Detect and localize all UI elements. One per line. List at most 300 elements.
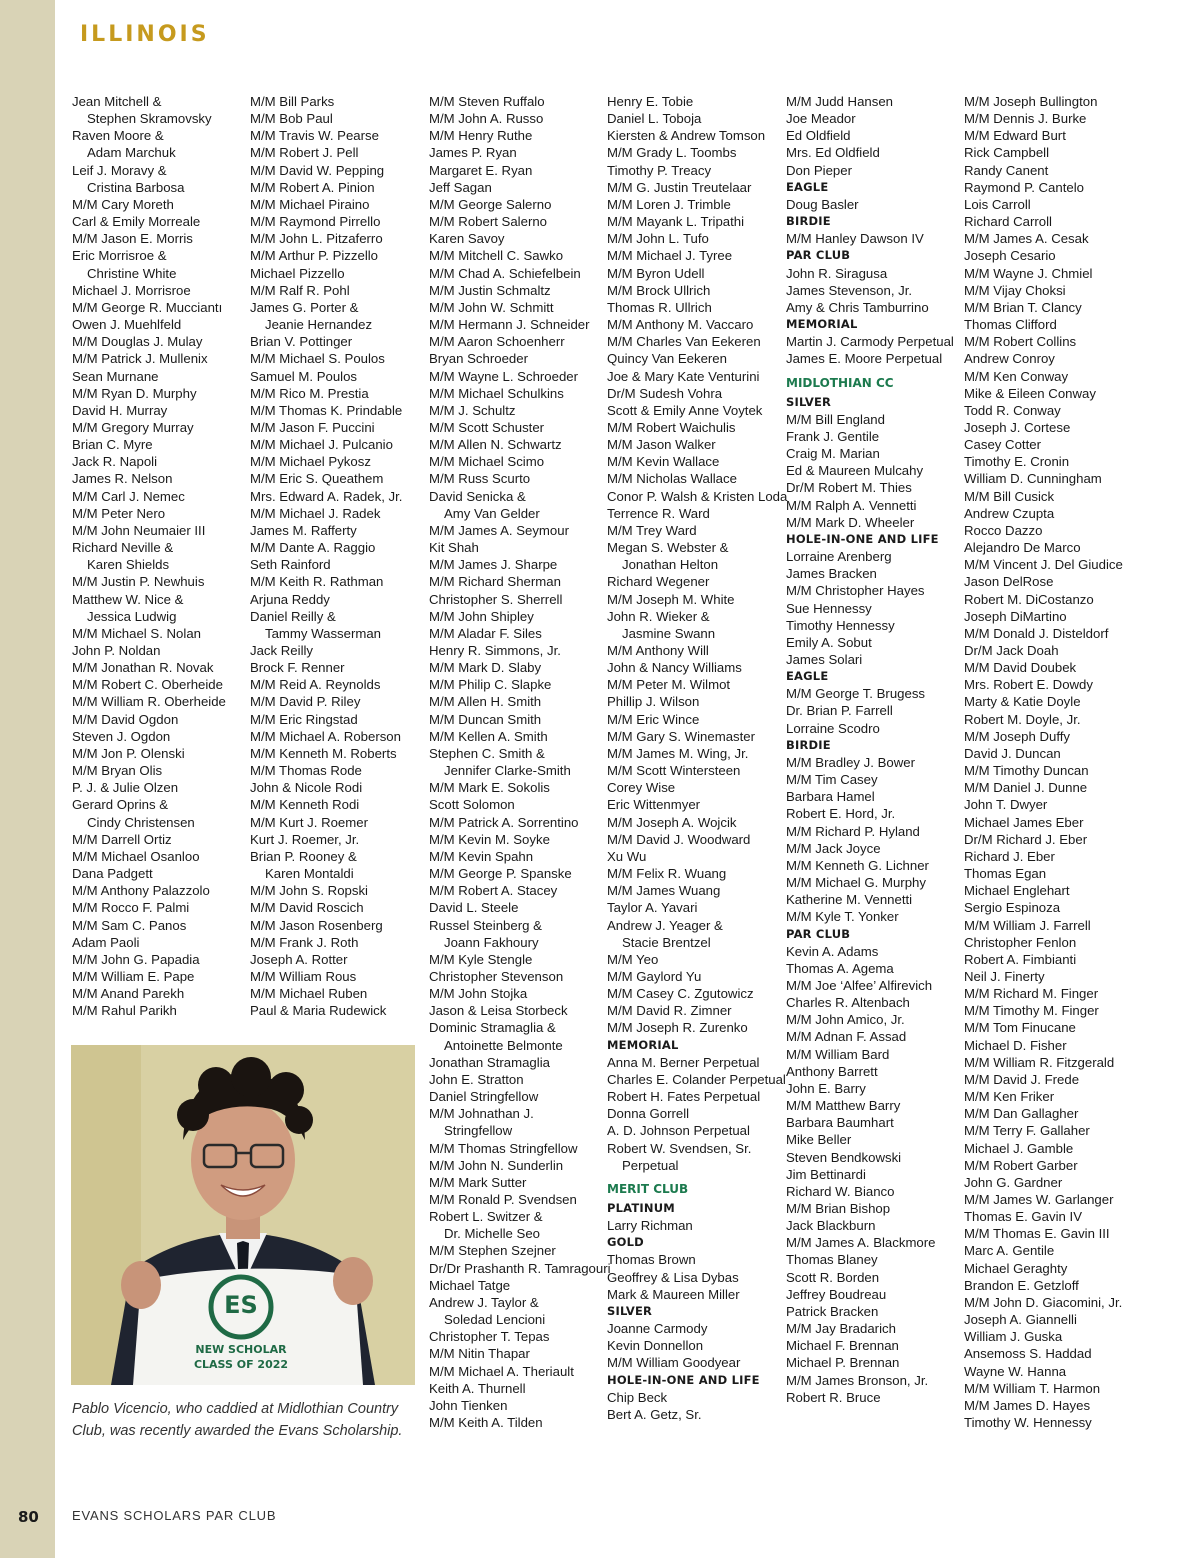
giving-level-heading: PAR CLUB — [786, 926, 851, 941]
donor-name: Stringfellow — [444, 1123, 513, 1139]
donor-name: M/M Ronald P. Svendsen — [429, 1192, 577, 1207]
donor-name: Kevin A. Adams — [786, 943, 879, 959]
donor-name: Mrs. Robert E. Dowdy — [964, 677, 1093, 693]
donor-name: Joseph DiMartino — [964, 608, 1067, 624]
donor-name: M/M John S. Ropski — [250, 883, 368, 899]
donor-name: M/M Joseph A. Wojcik — [607, 814, 737, 830]
donor-name: M/M Kyle Stengle — [429, 951, 533, 967]
donor-name: M/M Reid A. Reynolds — [250, 677, 381, 693]
donor-name: Andrew J. Yeager & — [607, 917, 723, 933]
donor-name: M/M Scott Schuster — [429, 419, 545, 435]
donor-name: M/M Ken Friker — [964, 1089, 1055, 1105]
donor-name: Leif J. Moravy & — [72, 162, 167, 178]
donor-name: M/M Eric Ringstad — [250, 711, 358, 727]
donor-name: M/M Yeo — [607, 951, 659, 967]
donor-name: M/M Michael Pykosz — [250, 454, 371, 470]
donor-name: M/M James Wuang — [607, 883, 721, 899]
donor-name: Dr/Dr Prashanth R. Tamragouri — [429, 1260, 611, 1276]
donor-name: M/M Nicholas Wallace — [607, 471, 737, 487]
donor-name: M/M David J. Frede — [964, 1071, 1080, 1087]
donor-name: Christine White — [87, 265, 177, 281]
donor-name: Michael Pizzello — [250, 265, 345, 281]
donor-name: John P. Noldan — [72, 643, 161, 658]
donor-name: M/M Scott Wintersteen — [607, 763, 741, 779]
donor-name: Russel Steinberg & — [429, 917, 542, 933]
donor-name: M/M John L. Tufo — [607, 231, 709, 247]
donor-name: M/M Rocco F. Palmi — [72, 900, 190, 916]
donor-name: M/M Douglas J. Mulay — [72, 334, 203, 350]
donor-name: M/M John A. Russo — [429, 111, 544, 127]
donor-name: Geoffrey & Lisa Dybas — [607, 1269, 739, 1285]
scholar-photo — [71, 1045, 415, 1385]
donor-name: M/M John Neumaier III — [72, 522, 206, 538]
donor-name: M/M Jonathan R. Novak — [72, 660, 214, 676]
donor-name: Jeffrey Boudreau — [786, 1286, 887, 1302]
donor-name: Tammy Wasserman — [265, 625, 382, 641]
donor-name: M/M Steven Ruffalo — [429, 94, 545, 109]
donor-name: Eric Morrisroe & — [72, 248, 167, 264]
donor-name: M/M Dan Gallagher — [964, 1106, 1079, 1122]
donor-name: M/M Gaylord Yu — [607, 968, 702, 984]
donor-name: M/M Cary Moreth — [72, 196, 174, 212]
donor-name: M/M Jason Walker — [607, 437, 716, 453]
donor-name: Jasmine Swann — [622, 625, 716, 641]
donor-name: Seth Rainford — [250, 557, 331, 573]
donor-name: M/M David P. Riley — [250, 694, 361, 710]
donor-name: M/M Rico M. Prestia — [250, 385, 369, 401]
donor-name: M/M Arthur P. Pizzello — [250, 248, 379, 264]
donor-name: M/M Ken Conway — [964, 368, 1069, 384]
donor-name: Robert M. DiCostanzo — [964, 591, 1094, 607]
donor-name: James R. Nelson — [72, 471, 173, 487]
donor-name: Katherine M. Vennetti — [786, 892, 913, 908]
donor-name: David H. Murray — [72, 402, 168, 418]
donor-name: M/M Bradley J. Bower — [786, 754, 915, 770]
donor-name: Steven J. Ogdon — [72, 728, 171, 744]
donor-name: Chip Beck — [607, 1389, 668, 1405]
donor-name: M/M Daniel J. Dunne — [964, 780, 1088, 796]
donor-name: James G. Porter & — [250, 299, 359, 315]
donor-name: Sergio Espinoza — [964, 900, 1061, 916]
donor-name: John & Nancy Williams — [607, 660, 742, 676]
donor-name: Don Pieper — [786, 162, 852, 178]
donor-name: Emily A. Sobut — [786, 634, 872, 650]
donor-name: M/M Robert Waichulis — [607, 419, 736, 435]
donor-name: Terrence R. Ward — [607, 505, 710, 521]
donor-name: M/M Eric S. Queathem — [250, 471, 384, 487]
scholar-photo-illustration — [71, 1045, 415, 1385]
giving-level-heading: PLATINUM — [607, 1201, 675, 1215]
donor-name: Cindy Christensen — [87, 814, 195, 830]
donor-name: Jason & Leisa Storbeck — [429, 1003, 568, 1019]
donor-name: M/M Anthony Palazzolo — [72, 883, 210, 899]
donor-name: Barbara Hamel — [786, 789, 875, 805]
donor-name: M/M Duncan Smith — [429, 711, 542, 727]
donor-name: Jack Reilly — [250, 643, 314, 658]
donor-name: John E. Barry — [786, 1080, 866, 1096]
donor-name: Joseph Cesario — [964, 248, 1056, 264]
donor-name: M/M Robert C. Oberheide — [72, 677, 223, 693]
donor-name: Mike Beller — [786, 1132, 852, 1148]
donor-name: M/M Sam C. Panos — [72, 917, 187, 933]
donor-name: Richard W. Bianco — [786, 1183, 895, 1199]
donor-name: M/M Jason Rosenberg — [250, 917, 383, 933]
donor-name: M/M Tim Casey — [786, 772, 878, 788]
donor-name: M/M Timothy M. Finger — [964, 1003, 1099, 1019]
donor-name: M/M Aaron Schoenherr — [429, 334, 565, 350]
donor-name: M/M Frank J. Roth — [250, 934, 359, 950]
donor-name: Lorraine Scodro — [786, 720, 880, 736]
donor-name: M/M Michael J. Radek — [250, 505, 381, 521]
donor-name: Barbara Baumhart — [786, 1115, 894, 1131]
donor-name: M/M Thomas K. Prindable — [250, 402, 403, 418]
donor-name: M/M John D. Giacomini, Jr. — [964, 1294, 1123, 1310]
page-number: 80 — [18, 1508, 39, 1526]
donor-name: M/M Kenneth Rodi — [250, 797, 360, 813]
donor-name: Timothy E. Cronin — [964, 454, 1070, 470]
donor-name: Richard Neville & — [72, 540, 174, 556]
donor-name: M/M Thomas Rode — [250, 763, 362, 779]
donor-name: M/M Byron Udell — [607, 265, 705, 281]
donor-name: Craig M. Marian — [786, 446, 880, 462]
donor-name: M/M Jon P. Olenski — [72, 745, 185, 761]
donor-name: Marc A. Gentile — [964, 1243, 1055, 1259]
donor-name: Frank J. Gentile — [786, 428, 880, 444]
donor-name: M/M Raymond Pirrello — [250, 214, 381, 230]
donor-name: M/M Travis W. Pearse — [250, 128, 379, 144]
donor-name: Daniel Reilly & — [250, 608, 336, 624]
donor-name: Thomas Egan — [964, 866, 1047, 882]
donor-name: M/M Robert Collins — [964, 334, 1077, 350]
donor-name: Dr. Michelle Seo — [444, 1226, 541, 1242]
donor-column-6 — [964, 93, 1136, 1431]
donor-name: Quincy Van Eekeren — [607, 351, 727, 367]
donor-name: Joseph A. Rotter — [250, 951, 348, 967]
donor-name: M/M Ralph A. Vennetti — [786, 497, 917, 513]
donor-name: M/M George Salerno — [429, 196, 552, 212]
donor-name: M/M Matthew Barry — [786, 1098, 901, 1114]
donor-name: Jeanie Hernandez — [265, 317, 373, 333]
donor-name: Stephen C. Smith & — [429, 745, 545, 761]
donor-name: M/M Mark E. Sokolis — [429, 780, 550, 796]
donor-name: M/M Justin P. Newhuis — [72, 574, 205, 590]
donor-name: Robert H. Fates Perpetual — [607, 1089, 761, 1105]
donor-column-2 — [250, 93, 422, 1019]
donor-name: Michael Tatge — [429, 1277, 511, 1293]
club-heading: MERIT CLUB — [607, 1181, 689, 1196]
donor-name: M/M Russ Scurto — [429, 471, 531, 487]
donor-name: M/M Trey Ward — [607, 522, 697, 538]
donor-name: Amy & Chris Tamburrino — [786, 299, 929, 315]
donor-name: Thomas Brown — [607, 1252, 696, 1268]
donor-name: M/M Donald J. Disteldorf — [964, 625, 1109, 641]
donor-name: Neil J. Finerty — [964, 968, 1045, 984]
donor-name: Dr. Brian P. Farrell — [786, 703, 893, 719]
donor-name: Dr/M Richard J. Eber — [964, 831, 1088, 847]
donor-name: Eric Wittenmyer — [607, 797, 701, 813]
donor-name: Donna Gorrell — [607, 1106, 690, 1122]
donor-name: M/M Rahul Parikh — [72, 1003, 177, 1019]
donor-name: M/M Wayne J. Chmiel — [964, 265, 1093, 281]
donor-name: Bryan Schroeder — [429, 351, 528, 367]
donor-name: Scott Solomon — [429, 797, 515, 813]
donor-name: Jonathan Stramaglia — [429, 1054, 550, 1070]
donor-name: M/M Robert A. Stacey — [429, 883, 558, 899]
donor-name: Mark & Maureen Miller — [607, 1286, 740, 1302]
donor-name: M/M William E. Pape — [72, 968, 195, 984]
donor-name: M/M Vijay Choksi — [964, 282, 1066, 298]
donor-name: Dana Padgett — [72, 866, 153, 882]
donor-name: M/M Ralf R. Pohl — [250, 282, 350, 298]
donor-name: Soledad Lencioni — [444, 1312, 546, 1328]
donor-name: Jonathan Helton — [622, 557, 719, 573]
donor-name: Ed & Maureen Mulcahy — [786, 463, 924, 479]
donor-name: Adam Paoli — [72, 934, 140, 950]
donor-name: M/M Kyle T. Yonker — [786, 909, 899, 925]
donor-name: M/M Ryan D. Murphy — [72, 385, 197, 401]
donor-name: M/M Eric Wince — [607, 711, 700, 727]
donor-name: M/M John Amico, Jr. — [786, 1012, 905, 1028]
donor-name: Brandon E. Getzloff — [964, 1277, 1079, 1293]
donor-name: M/M Patrick A. Sorrentino — [429, 814, 579, 830]
donor-name: M/M James W. Garlanger — [964, 1192, 1114, 1207]
donor-name: Christopher S. Sherrell — [429, 591, 563, 607]
donor-name: Robert E. Hord, Jr. — [786, 806, 896, 822]
donor-name: Christopher Fenlon — [964, 934, 1077, 950]
donor-name: Larry Richman — [607, 1218, 693, 1234]
donor-name: M/M Richard Sherman — [429, 574, 561, 590]
donor-name: M/M William R. Fitzgerald — [964, 1054, 1115, 1070]
donor-name: Michael J. Gamble — [964, 1140, 1074, 1156]
donor-name: M/M Richard P. Hyland — [786, 823, 920, 839]
donor-name: M/M Jay Bradarich — [786, 1321, 896, 1337]
donor-name: Michael P. Brennan — [786, 1355, 900, 1371]
donor-name: Dr/M Sudesh Vohra — [607, 385, 723, 401]
donor-name: Sean Murnane — [72, 368, 159, 384]
donor-name: Conor P. Walsh & Kristen Loda — [607, 488, 788, 504]
donor-name: Dominic Stramaglia & — [429, 1020, 556, 1036]
donor-name: M/M Philip C. Slapke — [429, 677, 552, 693]
donor-name: M/M Michael Ruben — [250, 986, 368, 1002]
donor-name: M/M Michael G. Murphy — [786, 875, 926, 891]
donor-name: M/M Vincent J. Del Giudice — [964, 557, 1123, 573]
donor-name: Lois Carroll — [964, 196, 1031, 212]
donor-name: William D. Cunningham — [964, 471, 1102, 487]
donor-name: David Senicka & — [429, 488, 526, 504]
donor-name: M/M Michael Schulkins — [429, 385, 564, 401]
donor-name: M/M Hanley Dawson IV — [786, 231, 924, 247]
donor-name: James E. Moore Perpetual — [786, 351, 943, 367]
donor-name: Randy Canent — [964, 162, 1049, 178]
donor-column-1 — [72, 93, 244, 1019]
donor-name: Brock F. Renner — [250, 660, 345, 676]
donor-name: John T. Dwyer — [964, 797, 1048, 813]
donor-name: Michael Englehart — [964, 883, 1070, 899]
donor-name: Michael James Eber — [964, 814, 1084, 830]
donor-column-5 — [786, 93, 958, 1406]
donor-name: Xu Wu — [607, 848, 647, 864]
state-heading: ILLINOIS — [80, 22, 210, 47]
donor-name: M/M Terry F. Gallaher — [964, 1123, 1090, 1139]
donor-name: Robert W. Svendsen, Sr. — [607, 1140, 752, 1156]
donor-name: M/M Michael Scimo — [429, 454, 545, 470]
donor-name: Antoinette Belmonte — [444, 1037, 563, 1053]
donor-name: A. D. Johnson Perpetual — [607, 1123, 750, 1139]
donor-name: M/M Kurt J. Roemer — [250, 814, 368, 830]
donor-name: M/M Christopher Hayes — [786, 583, 925, 599]
donor-name: M/M John G. Papadia — [72, 951, 200, 967]
donor-name: M/M Keith A. Tilden — [429, 1415, 543, 1431]
donor-name: M/M George R. Mucciantı — [72, 299, 223, 315]
donor-name: Carl & Emily Morreale — [72, 214, 201, 230]
donor-name: M/M Adnan F. Assad — [786, 1029, 907, 1045]
donor-name: Richard Carroll — [964, 214, 1052, 230]
donor-name: M/M Bill Cusick — [964, 488, 1055, 504]
donor-name: M/M Bill England — [786, 411, 885, 427]
donor-name: M/M James A. Blackmore — [786, 1235, 936, 1251]
donor-name: Thomas R. Ullrich — [607, 299, 712, 315]
donor-name: Ansemoss S. Haddad — [964, 1346, 1092, 1362]
donor-name: Jack R. Napoli — [72, 454, 158, 470]
donor-name: M/M Kevin Wallace — [607, 454, 720, 470]
donor-name: Richard Wegener — [607, 574, 710, 590]
donor-name: M/M James A. Cesak — [964, 231, 1089, 247]
donor-name: M/M Darrell Ortiz — [72, 831, 172, 847]
donor-name: M/M George T. Brugess — [786, 686, 926, 702]
donor-name: M/M John W. Schmitt — [429, 299, 554, 315]
donor-name: Jack Blackburn — [786, 1218, 876, 1234]
donor-name: M/M Michael S. Nolan — [72, 625, 201, 641]
donor-name: Christopher Stevenson — [429, 968, 564, 984]
donor-name: M/M David Doubek — [964, 660, 1077, 676]
donor-name: M/M Justin Schmaltz — [429, 282, 551, 298]
donor-name: Andrew J. Taylor & — [429, 1294, 539, 1310]
donor-name: M/M John Shipley — [429, 608, 534, 624]
left-margin-band — [0, 0, 55, 1558]
donor-name: Robert R. Bruce — [786, 1389, 881, 1405]
donor-name: Scott R. Borden — [786, 1269, 880, 1285]
donor-name: Kiersten & Andrew Tomson — [607, 128, 766, 144]
donor-name: M/M John Stojka — [429, 986, 528, 1002]
giving-level-heading: EAGLE — [786, 179, 829, 194]
donor-name: M/M David Roscich — [250, 900, 364, 916]
donor-name: Michael F. Brennan — [786, 1338, 899, 1354]
donor-name: Ed Oldfield — [786, 128, 851, 144]
donor-name: P. J. & Julie Olzen — [72, 780, 179, 796]
donor-name: Raven Moore & — [72, 128, 164, 144]
donor-name: Joseph J. Cortese — [964, 419, 1071, 435]
donor-name: Keith A. Thurnell — [429, 1380, 526, 1396]
donor-name: Steven Bendkowski — [786, 1149, 902, 1165]
donor-name: M/M Bill Parks — [250, 94, 335, 109]
donor-name: Timothy Hennessy — [786, 617, 895, 633]
donor-name: Daniel L. Toboja — [607, 111, 702, 127]
donor-name: M/M John N. Sunderlin — [429, 1157, 564, 1173]
donor-name: M/M Michael A. Roberson — [250, 728, 401, 744]
donor-name: Owen J. Muehlfeld — [72, 317, 182, 333]
donor-name: M/M Grady L. Toombs — [607, 145, 737, 161]
giving-level-heading: EAGLE — [786, 669, 829, 684]
donor-name: M/M Michael J. Pulcanio — [250, 437, 393, 453]
donor-name: Joseph A. Giannelli — [964, 1312, 1077, 1328]
donor-name: M/M Keith R. Rathman — [250, 574, 384, 590]
giving-level-heading: BIRDIE — [786, 737, 831, 752]
donor-name: Rocco Dazzo — [964, 522, 1043, 538]
donor-name: M/M Gregory Murray — [72, 419, 194, 435]
donor-name: Raymond P. Cantelo — [964, 179, 1084, 195]
donor-name: James Bracken — [786, 566, 877, 582]
donor-name: M/M Kenneth G. Lichner — [786, 857, 929, 873]
donor-name: Jennifer Clarke-Smith — [444, 763, 571, 779]
donor-name: Joe Meador — [786, 111, 856, 127]
donor-name: M/M Thomas Stringfellow — [429, 1140, 578, 1156]
donor-name: M/M Dante A. Raggio — [250, 540, 376, 556]
donor-name: M/M Joseph R. Zurenko — [607, 1020, 748, 1036]
donor-name: Anna M. Berner Perpetual — [607, 1054, 760, 1070]
donor-name: M/M William T. Harmon — [964, 1380, 1101, 1396]
donor-name: M/M James J. Sharpe — [429, 557, 558, 573]
donor-name: Charles R. Altenbach — [786, 995, 910, 1011]
donor-name: M/M Joseph M. White — [607, 591, 735, 607]
donor-name: Rick Campbell — [964, 145, 1050, 161]
donor-name: Scott & Emily Anne Voytek — [607, 402, 763, 418]
donor-name: M/M Michael A. Theriault — [429, 1363, 574, 1379]
donor-name: Patrick Bracken — [786, 1303, 879, 1319]
donor-name: M/M Anthony M. Vaccaro — [607, 317, 754, 333]
donor-name: M/M Dennis J. Burke — [964, 111, 1087, 127]
donor-name: M/M Brian T. Clancy — [964, 299, 1082, 315]
donor-name: Sue Hennessy — [786, 600, 872, 616]
donor-name: M/M Timothy Duncan — [964, 763, 1089, 779]
donor-name: M/M Joseph Duffy — [964, 728, 1071, 744]
donor-name: Phillip J. Wilson — [607, 694, 700, 710]
donor-name: Paul & Maria Rudewick — [250, 1003, 387, 1019]
donor-name: Kit Shah — [429, 540, 479, 556]
donor-column-3 — [429, 93, 611, 1431]
donor-name: Timothy P. Treacy — [607, 162, 712, 178]
donor-name: M/M Jason F. Puccini — [250, 419, 375, 435]
donor-name: M/M William Bard — [786, 1046, 890, 1062]
donor-name: Jeff Sagan — [429, 179, 492, 195]
donor-name: M/M Peter Nero — [72, 505, 166, 521]
donor-name: M/M Peter M. Wilmot — [607, 677, 731, 693]
donor-name: Joann Fakhoury — [444, 934, 539, 950]
donor-name: M/M Patrick J. Mullenix — [72, 351, 208, 367]
footer-publication-title: EVANS SCHOLARS PAR CLUB — [72, 1508, 277, 1523]
donor-name: M/M Kenneth M. Roberts — [250, 745, 397, 761]
donor-name: Stephen Skramovsky — [87, 111, 212, 127]
donor-name: Arjuna Reddy — [250, 591, 330, 607]
donor-name: Dr/M Robert M. Thies — [786, 480, 912, 496]
donor-name: Henry R. Simmons, Jr. — [429, 643, 561, 658]
donor-name: Mrs. Ed Oldfield — [786, 145, 880, 161]
donor-name: M/M Richard M. Finger — [964, 986, 1099, 1002]
donor-name: M/M James M. Wing, Jr. — [607, 745, 749, 761]
donor-name: Megan S. Webster & — [607, 540, 729, 556]
donor-name: Adam Marchuk — [87, 145, 176, 161]
donor-name: Charles E. Colander Perpetual — [607, 1071, 786, 1087]
donor-name: M/M Johnathan J. — [429, 1106, 534, 1122]
donor-name: M/M Brock Ullrich — [607, 282, 711, 298]
donor-name: Lorraine Arenberg — [786, 549, 892, 565]
donor-name: M/M Jason E. Morris — [72, 231, 193, 247]
donor-name: M/M Robert A. Pinion — [250, 179, 375, 195]
donor-column-4 — [607, 93, 788, 1423]
donor-name: Alejandro De Marco — [964, 540, 1081, 556]
donor-name: Matthew W. Nice & — [72, 591, 184, 607]
donor-name: M/M Chad A. Schiefelbein — [429, 265, 581, 281]
giving-level-heading: MEMORIAL — [607, 1037, 679, 1052]
